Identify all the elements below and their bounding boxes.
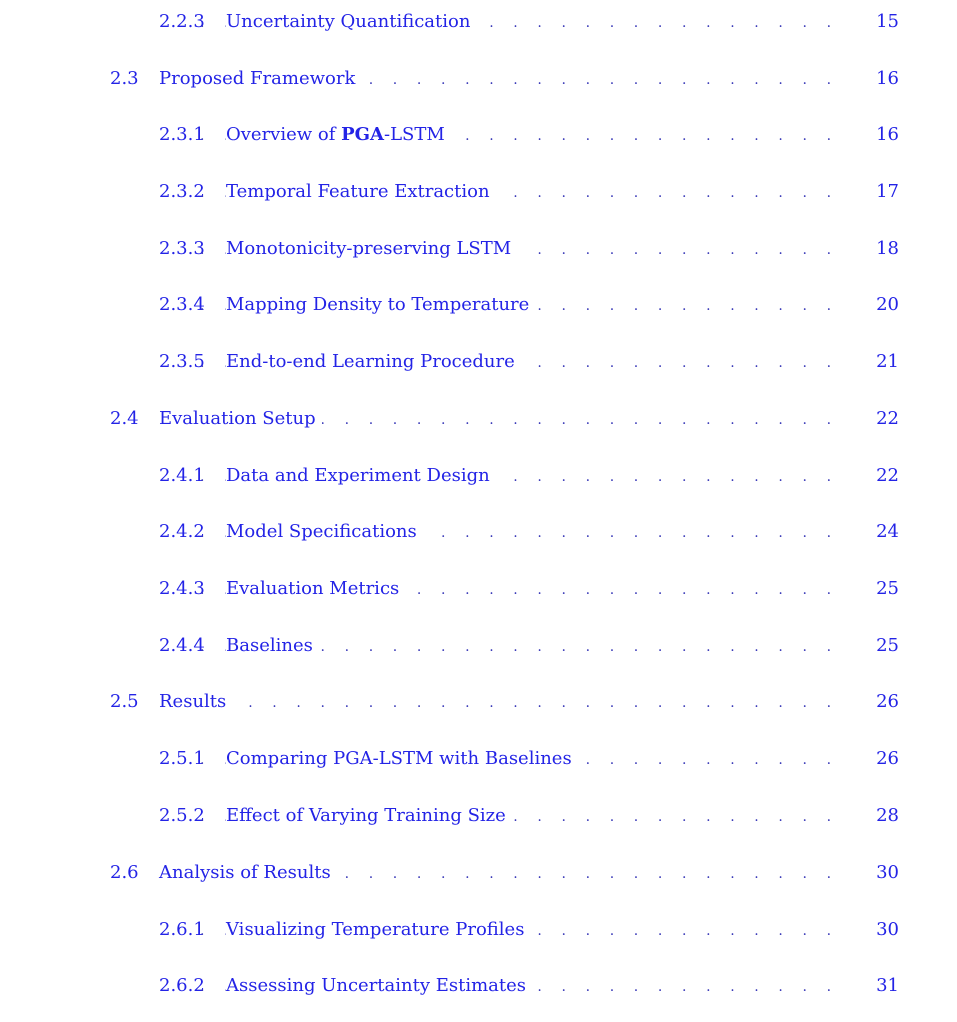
section-title: Proposed Framework: [159, 65, 361, 93]
page-number: 21: [876, 351, 899, 372]
toc-entry-2-4[interactable]: [0, 405, 957, 433]
toc-entry-2-6-2[interactable]: [0, 972, 957, 1000]
toc-entry-2-3-4[interactable]: [0, 291, 957, 319]
section-title: [226, 121, 451, 149]
section-title: Evaluation Metrics: [226, 575, 405, 603]
section-title: Results: [159, 688, 232, 716]
toc-entry-2-5-2[interactable]: [0, 802, 957, 830]
page-number: 22: [876, 408, 899, 429]
section-title: End-to-end Learning Procedure: [226, 348, 521, 376]
section-title: Assessing Uncertainty Estimates: [226, 972, 532, 1000]
toc-entry-2-3-2[interactable]: [0, 178, 957, 206]
toc-entry-2-6[interactable]: [0, 859, 957, 887]
section-number: 2.5.1: [159, 748, 205, 769]
page-number: 28: [876, 805, 899, 826]
toc-entry-2-2-3[interactable]: [0, 8, 957, 36]
section-title: Analysis of Results: [159, 859, 337, 887]
section-number: 2.4.3: [159, 578, 205, 599]
page-number: 16: [876, 68, 899, 89]
section-title-bold: PGA: [341, 124, 384, 145]
section-title: Model Specifications: [226, 518, 423, 546]
section-title: Effect of Varying Training Size: [226, 802, 512, 830]
toc-entry-2-3-5[interactable]: [0, 348, 957, 376]
page-number: 18: [876, 238, 899, 259]
section-number: 2.4: [110, 408, 139, 429]
page-number: 22: [876, 465, 899, 486]
page-number: 25: [876, 635, 899, 656]
page-number: 31: [876, 975, 899, 996]
page-number: 15: [876, 11, 899, 32]
section-number: 2.4.2: [159, 521, 205, 542]
toc-entry-2-6-1[interactable]: [0, 916, 957, 944]
toc-entry-2-3-3[interactable]: [0, 235, 957, 263]
page-number: 24: [876, 521, 899, 542]
section-title-suffix: -LSTM: [384, 124, 445, 145]
toc-entry-2-4-1[interactable]: [0, 462, 957, 490]
section-number: 2.6: [110, 862, 139, 883]
section-number: 2.3: [110, 68, 139, 89]
section-number: 2.3.4: [159, 294, 205, 315]
toc-entry-2-3[interactable]: [0, 65, 957, 93]
section-number: 2.6.1: [159, 919, 205, 940]
section-number: 2.6.2: [159, 975, 205, 996]
section-number: 2.4.1: [159, 465, 205, 486]
toc-entry-2-4-4[interactable]: [0, 632, 957, 660]
page-number: 20: [876, 294, 899, 315]
section-number: 2.4.4: [159, 635, 205, 656]
section-number: 2.2.3: [159, 11, 205, 32]
page-number: 26: [876, 748, 899, 769]
page-number: 30: [876, 862, 899, 883]
section-title: Uncertainty Quantification: [226, 8, 476, 36]
page-number: 26: [876, 691, 899, 712]
section-number: 2.5: [110, 691, 139, 712]
toc-entry-2-5[interactable]: [0, 688, 957, 716]
section-number: 2.3.5: [159, 351, 205, 372]
toc-entry-2-5-1[interactable]: [0, 745, 957, 773]
toc-entry-2-4-3[interactable]: [0, 575, 957, 603]
page-number: 30: [876, 919, 899, 940]
section-number: 2.3.2: [159, 181, 205, 202]
section-title: Comparing PGA-LSTM with Baselines: [226, 745, 578, 773]
section-title: Visualizing Temperature Profiles: [226, 916, 530, 944]
section-number: 2.5.2: [159, 805, 205, 826]
dot-leader: [200, 688, 850, 716]
section-title-prefix: Overview of: [226, 124, 342, 145]
section-title: Mapping Density to Temperature: [226, 291, 535, 319]
page-number: 25: [876, 578, 899, 599]
section-title: Data and Experiment Design: [226, 462, 496, 490]
section-title: Baselines: [226, 632, 319, 660]
toc-entry-2-3-1[interactable]: [0, 121, 957, 149]
toc-entry-2-4-2[interactable]: [0, 518, 957, 546]
section-title: Temporal Feature Extraction: [226, 178, 496, 206]
section-number: 2.3.1: [159, 124, 205, 145]
page-number: 16: [876, 124, 899, 145]
section-number: 2.3.3: [159, 238, 205, 259]
page-number: 17: [876, 181, 899, 202]
section-title: Monotonicity-preserving LSTM: [226, 235, 517, 263]
section-title: Evaluation Setup: [159, 405, 322, 433]
